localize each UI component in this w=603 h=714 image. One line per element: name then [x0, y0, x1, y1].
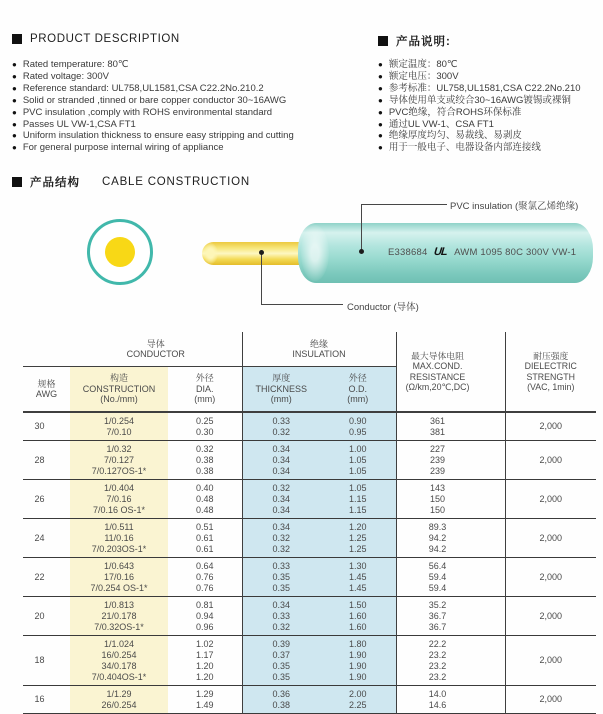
cell-od: 1.30 1.45 1.45	[320, 558, 396, 597]
bullet-icon: ●	[378, 107, 383, 117]
cell-dia: 0.40 0.48 0.48	[168, 480, 242, 519]
bullet-icon: ●	[378, 83, 383, 93]
ul-logo-icon: UL	[433, 246, 448, 258]
bullet-item	[12, 130, 372, 142]
cell-resistance: 56.4 59.4 59.4	[396, 558, 505, 597]
bullet-icon: ●	[378, 71, 383, 81]
bullet-text: Rated temperature: 80℃	[22, 59, 129, 70]
cell-awg: 22	[34, 571, 45, 582]
product-description-title: PRODUCT DESCRIPTION	[30, 33, 180, 45]
construction-title-cn: 产品结构	[30, 177, 80, 189]
cell-dielectric: 2,000	[539, 610, 563, 621]
bullet-icon: ●	[378, 60, 383, 69]
cell-construction: 1/1.29 26/0.254	[70, 686, 168, 714]
cell-dia: 0.64 0.76 0.76	[168, 558, 242, 597]
table-row	[23, 441, 596, 480]
bullet-text: 导体使用单支或绞合30~16AWG镀锡或裸铜	[388, 94, 571, 106]
table-row	[23, 636, 596, 686]
cell-dia: 1.29 1.49	[168, 686, 242, 714]
bullet-text: 绝缘厚度均匀、易裁线、易剥皮	[388, 130, 522, 142]
bullet-icon: ●	[12, 95, 17, 105]
cell-awg: 28	[34, 454, 45, 465]
product-notes-heading	[378, 33, 451, 49]
cell-dielectric: 2,000	[539, 493, 563, 504]
cable-marking-text: AWM 1095 80C 300V VW-1	[454, 246, 577, 258]
spec-table-body	[23, 412, 596, 714]
bullet-item	[378, 83, 603, 95]
header-dia: 外径 DIA. (mm)	[168, 367, 242, 413]
cell-construction: 1/0.254 7/0.10	[70, 412, 168, 441]
header-dielectric-strength: 耐压强度 DIELECTRIC STRENGTH (VAC, 1min)	[505, 332, 596, 412]
bullet-item	[378, 142, 603, 154]
bullet-text: 参考标准：UL758,UL1581,CSA C22.2No.210	[388, 82, 581, 94]
bullet-item	[378, 71, 603, 83]
bullet-text: Reference standard: UL758,UL1581,CSA C22.2No.210.2	[22, 82, 264, 94]
cell-dia: 0.51 0.61 0.61	[168, 519, 242, 558]
cell-dia: 0.81 0.94 0.96	[168, 597, 242, 636]
cable-print-marking	[388, 246, 593, 258]
bullet-item	[12, 119, 372, 131]
bullet-icon: ●	[378, 131, 383, 141]
insulation-pointer-dot	[359, 249, 364, 254]
product-description-heading	[12, 33, 180, 45]
cell-thickness: 0.33 0.35 0.35	[242, 558, 320, 597]
insulation-pointer-line-horizontal	[361, 204, 447, 205]
bullet-icon: ●	[378, 95, 383, 105]
bullet-text: Solid or stranded ,tinned or bare copper conductor 30~16AWG	[22, 94, 287, 106]
cell-resistance: 14.0 14.6	[396, 686, 505, 714]
header-conductor-group: 导体 CONDUCTOR	[70, 332, 242, 367]
bullet-icon: ●	[378, 119, 383, 129]
cell-awg: 24	[34, 532, 45, 543]
bullet-item	[12, 142, 372, 154]
bullet-icon: ●	[12, 71, 17, 81]
cell-thickness: 0.34 0.33 0.32	[242, 597, 320, 636]
header-max-resistance: 最大导体电阻 MAX.COND. RESISTANCE (Ω/km,20℃,DC)	[396, 332, 505, 412]
bullet-icon: ●	[12, 119, 17, 129]
bullet-text: PVC insulation ,comply with ROHS environmental standard	[22, 106, 273, 118]
cell-dia: 0.32 0.38 0.38	[168, 441, 242, 480]
cell-awg: 30	[34, 421, 45, 431]
cell-dielectric: 2,000	[539, 532, 563, 543]
table-row	[23, 519, 596, 558]
cell-thickness: 0.33 0.32	[242, 412, 320, 441]
bullet-text: Passes UL VW-1,CSA FT1	[22, 118, 136, 130]
bullet-icon: ●	[12, 60, 17, 69]
cell-resistance: 227 239 239	[396, 441, 505, 480]
bullet-item	[378, 130, 603, 142]
table-row	[23, 412, 596, 441]
cross-section-conductor-core	[105, 237, 135, 267]
bullet-item	[12, 83, 372, 95]
header-od: 外径 O.D. (mm)	[320, 367, 396, 413]
cell-resistance: 143 150 150	[396, 480, 505, 519]
bullet-item	[12, 95, 372, 107]
ul-cert-number: E338684	[388, 246, 428, 258]
cell-dielectric: 2,000	[539, 421, 563, 431]
cell-dielectric: 2,000	[539, 454, 563, 465]
cell-resistance: 22.2 23.2 23.2 23.2	[396, 636, 505, 686]
bullet-item	[378, 95, 603, 107]
table-row	[23, 558, 596, 597]
black-square-icon	[12, 34, 22, 44]
cell-awg: 18	[34, 655, 45, 665]
header-awg-spacer	[23, 332, 70, 367]
black-square-icon	[378, 36, 388, 46]
bullet-text: 额定温度：80℃	[388, 59, 458, 70]
bullet-item	[12, 59, 372, 71]
cell-resistance: 89.3 94.2 94.2	[396, 519, 505, 558]
cell-construction: 1/0.813 21/0.178 7/0.32OS-1*	[70, 597, 168, 636]
spec-table	[23, 332, 596, 714]
conductor-pointer-line-vertical	[261, 252, 262, 305]
cell-thickness: 0.39 0.37 0.35 0.35	[242, 636, 320, 686]
bullet-icon: ●	[378, 143, 383, 153]
header-thickness: 厚度 THICKNESS (mm)	[242, 367, 320, 413]
cell-od: 1.80 1.90 1.90 1.90	[320, 636, 396, 686]
insulation-label: PVC insulation (聚氯乙烯绝缘)	[450, 201, 579, 212]
cell-od: 0.90 0.95	[320, 412, 396, 441]
product-notes-title: 产品说明:	[396, 36, 451, 48]
bullet-text: Rated voltage: 300V	[22, 70, 109, 82]
cable-construction-heading	[12, 174, 250, 190]
black-square-icon	[12, 177, 22, 187]
bullet-text: 额定电压：300V	[388, 70, 459, 82]
cell-awg: 26	[34, 493, 45, 504]
product-description-list	[12, 59, 372, 154]
bullet-icon: ●	[12, 143, 17, 153]
cell-od: 1.20 1.25 1.25	[320, 519, 396, 558]
conductor-pointer-dot	[259, 250, 264, 255]
bullet-item	[12, 71, 372, 83]
bullet-item	[378, 59, 603, 71]
cell-thickness: 0.34 0.32 0.32	[242, 519, 320, 558]
cell-construction: 1/1.024 16/0.254 34/0.178 7/0.404OS-1*	[70, 636, 168, 686]
insulation-pointer-line-vertical	[361, 204, 362, 251]
bullet-item	[12, 107, 372, 119]
cell-resistance: 361 381	[396, 412, 505, 441]
bullet-text: 通过UL VW-1、CSA FT1	[388, 118, 494, 130]
construction-title-en: CABLE CONSTRUCTION	[102, 176, 250, 188]
bullet-icon: ●	[12, 131, 17, 141]
cell-dielectric: 2,000	[539, 655, 563, 665]
cell-construction: 1/0.32 7/0.127 7/0.127OS-1*	[70, 441, 168, 480]
cell-construction: 1/0.643 17/0.16 7/0.254 OS-1*	[70, 558, 168, 597]
table-row	[23, 597, 596, 636]
product-notes-list	[378, 59, 603, 154]
bullet-text: For general purpose internal wiring of appliance	[22, 142, 224, 154]
conductor-label: Conductor (导体)	[347, 302, 419, 313]
cell-awg: 20	[34, 610, 45, 621]
bullet-item	[378, 107, 603, 119]
header-awg: 规格 AWG	[23, 367, 70, 413]
cell-dielectric: 2,000	[539, 571, 563, 582]
table-row	[23, 480, 596, 519]
cell-od: 1.00 1.05 1.05	[320, 441, 396, 480]
cell-od: 1.50 1.60 1.60	[320, 597, 396, 636]
cell-construction: 1/0.511 11/0.16 7/0.203OS-1*	[70, 519, 168, 558]
cell-resistance: 35.2 36.7 36.7	[396, 597, 505, 636]
cell-dia: 0.25 0.30	[168, 412, 242, 441]
cell-dia: 1.02 1.17 1.20 1.20	[168, 636, 242, 686]
bullet-item	[378, 119, 603, 131]
cell-od: 1.05 1.15 1.15	[320, 480, 396, 519]
cell-thickness: 0.32 0.34 0.34	[242, 480, 320, 519]
cell-awg: 16	[34, 694, 45, 704]
header-construction: 构造 CONSTRUCTION (No./mm)	[70, 367, 168, 413]
cell-dielectric: 2,000	[539, 694, 563, 704]
cell-thickness: 0.36 0.38	[242, 686, 320, 714]
cell-thickness: 0.34 0.34 0.34	[242, 441, 320, 480]
cell-od: 2.00 2.25	[320, 686, 396, 714]
bullet-text: Uniform insulation thickness to ensure easy stripping and cutting	[22, 130, 294, 142]
bullet-text: PVC绝缘，符合ROHS环保标准	[388, 106, 522, 118]
table-row	[23, 686, 596, 714]
header-insulation-group: 绝缘 INSULATION	[242, 332, 396, 367]
bullet-icon: ●	[12, 83, 17, 93]
bullet-text: 用于一般电子、电器设备内部连接线	[388, 142, 541, 154]
conductor-pointer-line-horizontal	[261, 304, 343, 305]
bullet-icon: ●	[12, 107, 17, 117]
cell-construction: 1/0.404 7/0.16 7/0.16 OS-1*	[70, 480, 168, 519]
